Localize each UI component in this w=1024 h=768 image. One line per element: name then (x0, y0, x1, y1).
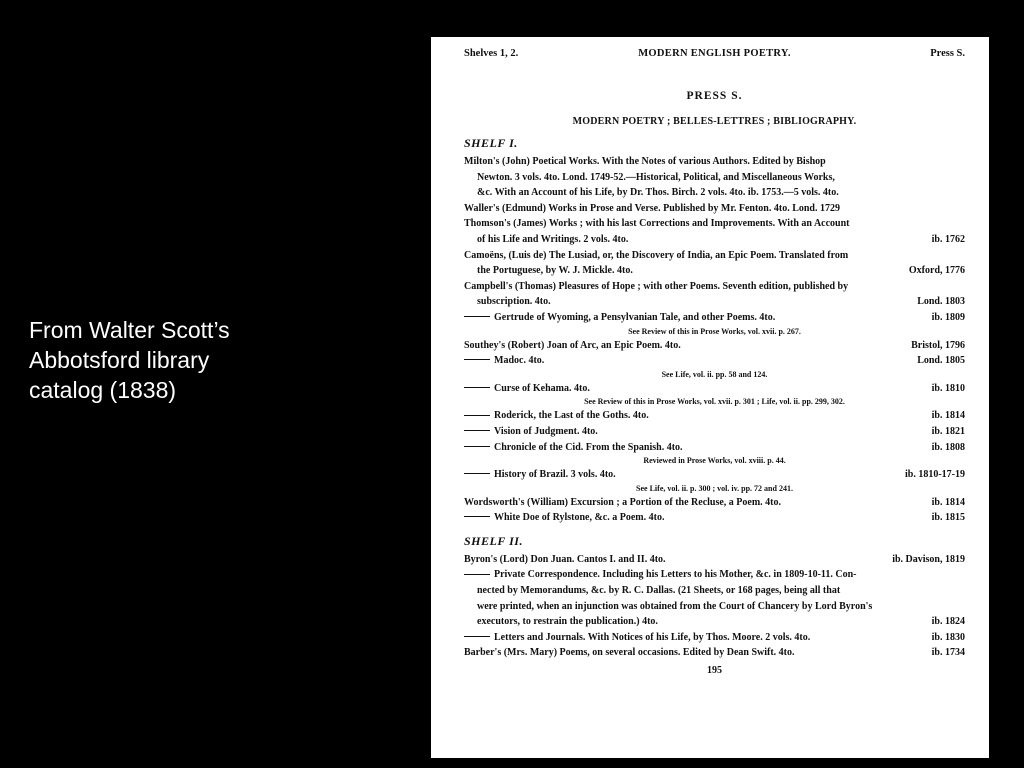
running-head-center: MODERN ENGLISH POETRY. (638, 48, 791, 59)
running-head-right: Press S. (930, 48, 965, 59)
imprint: ib. 1810-17-19 (905, 469, 965, 481)
ditto-dash (464, 473, 490, 474)
ditto-dash (464, 316, 490, 317)
ditto-dash (464, 446, 490, 447)
caption-line: Abbotsford library (29, 347, 210, 373)
ditto-dash (464, 359, 490, 360)
slide-caption (29, 315, 329, 405)
ditto-dash (464, 387, 490, 388)
entry-line: Vision of Judgment. 4to. ib. 1821 (464, 424, 965, 440)
imprint: ib. 1824 (931, 616, 965, 628)
entry-line: Camoëns, (Luis de) The Lusiad, or, the Discovery of India, an Epic Poem. Translated from (464, 249, 849, 261)
entry-line: subscription. 4to. Lond. 1803 (464, 294, 965, 310)
page-number: 195 (707, 665, 722, 677)
entry-line: Southey's (Robert) Joan of Arc, an Epic Poem. 4to. Bristol, 1796 (464, 338, 965, 354)
entry-line: Campbell's (Thomas) Pleasures of Hope ; with other Poems. Seventh edition, published by (464, 280, 849, 292)
imprint: ib. 1814 (931, 410, 965, 422)
ditto-dash (464, 415, 490, 416)
entry-line: Letters and Journals. With Notices of his Life, by Thos. Moore. 2 vols. 4to. ib. 1830 (464, 630, 965, 646)
entry-line: White Doe of Rylstone, &c. a Poem. 4to. ib. 1815 (464, 510, 965, 526)
imprint: ib. 1762 (931, 233, 965, 245)
cross-reference-note: See Review of this in Prose Works, vol. xvii. p. 301 ; Life, vol. ii. pp. 299, 302. (584, 397, 845, 407)
imprint: ib. 1809 (931, 311, 965, 323)
entry-line: Wordsworth's (William) Excursion ; a Portion of the Recluse, a Poem. 4to. ib. 1814 (464, 495, 965, 511)
imprint: ib. 1815 (931, 512, 965, 524)
entry-line: of his Life and Writings. 2 vols. 4to. ib. 1762 (464, 232, 965, 248)
entry-line: Roderick, the Last of the Goths. 4to. ib. 1814 (464, 408, 965, 424)
catalog-entries-shelf-2 (464, 552, 965, 661)
entry-line: Gertrude of Wyoming, a Pensylvanian Tale, and other Poems. 4to. ib. 1809 (464, 310, 965, 326)
imprint: ib. 1734 (931, 647, 965, 659)
cross-reference-note: See Life, vol. ii. pp. 58 and 124. (661, 369, 768, 379)
shelf-heading: SHELF II. (464, 533, 523, 548)
ditto-dash (464, 636, 490, 637)
cross-reference-note: See Review of this in Prose Works, vol. xvii. p. 267. (628, 326, 801, 336)
entry-line: executors, to restrain the publication.) 4to. ib. 1824 (464, 614, 965, 630)
entry-line: Milton's (John) Poetical Works. With the Notes of various Authors. Edited by Bishop (464, 156, 826, 167)
entry-line: History of Brazil. 3 vols. 4to. ib. 1810-17-19 (464, 467, 965, 483)
entry-line: Curse of Kehama. 4to. ib. 1810 (464, 381, 965, 397)
press-title: PRESS S. (686, 90, 743, 102)
caption-line: catalog (1838) (29, 377, 177, 403)
entry-line: Madoc. 4to. Lond. 1805 (464, 353, 965, 369)
running-head-left: Shelves 1, 2. (464, 48, 519, 59)
ditto-dash (464, 574, 490, 575)
entry-line: the Portuguese, by W. J. Mickle. 4to. Oxford, 1776 (464, 263, 965, 279)
imprint: ib. 1830 (931, 631, 965, 643)
imprint: Oxford, 1776 (908, 265, 965, 277)
section-subtitle: MODERN POETRY ; BELLES-LETTRES ; BIBLIOGRAPHY. (572, 116, 857, 127)
entry-line: nected by Memorandums, &c. by R. C. Dallas. (21 Sheets, or 168 pages, being all that (477, 585, 841, 597)
imprint: Lond. 1805 (917, 355, 965, 367)
entry-line: Byron's (Lord) Don Juan. Cantos I. and II. 4to. ib. Davison, 1819 (464, 552, 965, 568)
ditto-dash (464, 516, 490, 517)
cross-reference-note: See Life, vol. ii. p. 300 ; vol. iv. pp. 72 and 241. (636, 483, 793, 493)
entry-line: Newton. 3 vols. 4to. Lond. 1749-52.—Historical, Political, and Miscellaneous Works, (477, 171, 835, 183)
imprint: Bristol, 1796 (911, 339, 965, 351)
entry-line: were printed, when an injunction was obtained from the Court of Chancery by Lord Byron's (477, 600, 873, 612)
entry-line: Barber's (Mrs. Mary) Poems, on several occasions. Edited by Dean Swift. 4to. ib. 1734 (464, 645, 965, 661)
running-head (464, 48, 965, 64)
ditto-dash (464, 430, 490, 431)
caption-line: From Walter Scott’s (29, 317, 230, 343)
imprint: ib. 1808 (931, 441, 965, 453)
imprint: ib. Davison, 1819 (892, 553, 965, 565)
entry-line: Waller's (Edmund) Works in Prose and Verse. Published by Mr. Fenton. 4to. Lond. 1729 (464, 202, 840, 214)
entry-line: Private Correspondence. Including his Letters to his Mother, &c. in 1809-10-11. Con- (464, 567, 965, 583)
imprint: ib. 1810 (931, 382, 965, 394)
entry-line: &c. With an Account of his Life, by Dr. Thos. Birch. 2 vols. 4to. ib. 1753.—5 vols. 4to. (477, 187, 839, 199)
catalog-page-scan (431, 37, 989, 758)
entry-line: Chronicle of the Cid. From the Spanish. 4to. ib. 1808 (464, 440, 965, 456)
imprint: ib. 1814 (931, 496, 965, 508)
entry-line: Thomson's (James) Works ; with his last Corrections and Improvements. With an Account (464, 218, 850, 230)
imprint: Lond. 1803 (917, 296, 965, 308)
shelf-heading: SHELF I. (464, 136, 518, 150)
imprint: ib. 1821 (931, 425, 965, 437)
cross-reference-note: Reviewed in Prose Works, vol. xviii. p. 44. (643, 456, 786, 466)
catalog-entries-shelf-1 (464, 154, 965, 526)
